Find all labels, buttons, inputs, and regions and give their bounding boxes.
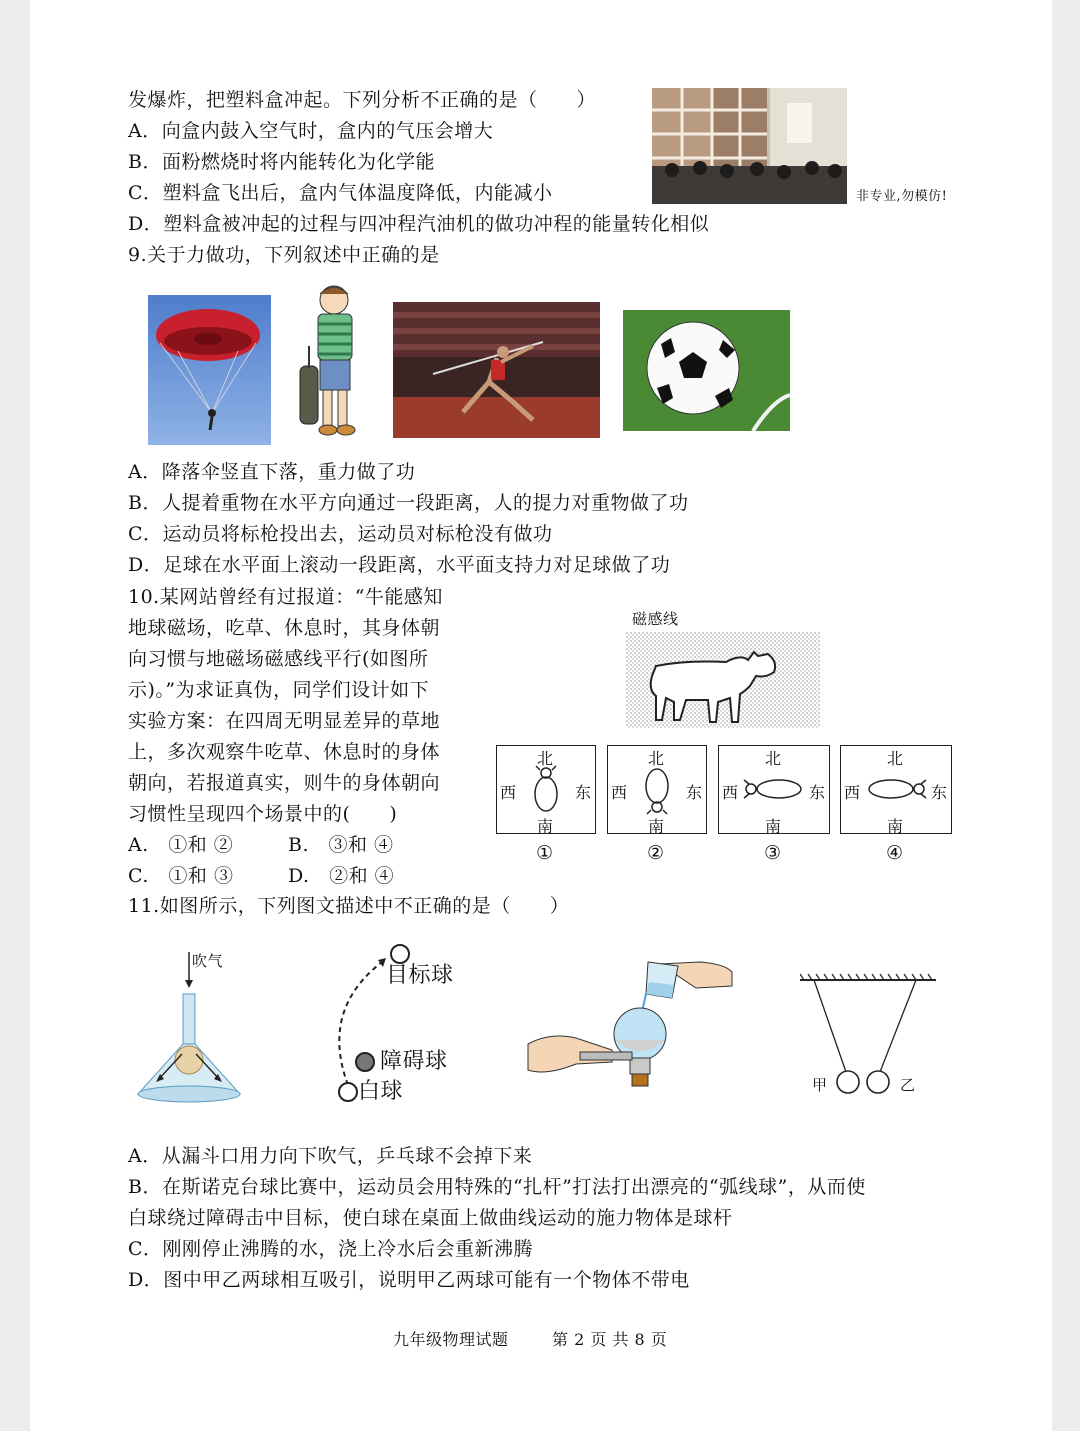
scene-1-east: 东 — [575, 783, 592, 802]
q9-stem: 9.关于力做功，下列叙述中正确的是 — [128, 244, 440, 266]
q10-option-c: C. ①和 ③ — [128, 865, 234, 887]
q11-option-a: A．从漏斗口用力向下吹气，乒乓球不会掉下来 — [128, 1145, 533, 1167]
scene-3-north: 北 — [765, 749, 782, 768]
scene-2-east: 东 — [686, 783, 703, 802]
q10-option-d: D. ②和 ④ — [288, 865, 395, 887]
scene-3-box — [718, 745, 830, 834]
scene-4-cow-horizontal-icon — [863, 776, 929, 802]
q10-option-b: B. ③和 ④ — [288, 834, 394, 856]
q10-stem-line-4: 示)。”为求证真伪，同学们设计如下 — [128, 679, 430, 701]
q10-stem-line-7: 朝向，若报道真实，则牛的身体朝向 — [128, 772, 441, 794]
white-ball-label: 白球 — [358, 1079, 404, 1104]
magnetic-field-label: 磁感线 — [632, 610, 679, 628]
scene-2-cow-vertical-icon — [640, 764, 674, 816]
footer-subject: 九年级物理试题 — [393, 1330, 509, 1349]
scene-3-cow-horizontal-icon — [741, 776, 807, 802]
q8-option-a: A．向盒内鼓入空气时，盒内的气压会增大 — [128, 120, 494, 142]
q8-option-c: C．塑料盒飞出后，盒内气体温度降低，内能减小 — [128, 182, 553, 204]
blow-label: 吹气 — [192, 952, 224, 970]
scene-1-west: 西 — [500, 783, 517, 802]
q8-option-d: D．塑料盒被冲起的过程与四冲程汽油机的做功冲程的能量转化相似 — [128, 213, 710, 235]
q9-option-a: A．降落伞竖直下落，重力做了功 — [128, 461, 416, 483]
scene-4-number: ④ — [886, 842, 904, 864]
q8-photo-caption: 非专业,勿模仿! — [856, 189, 948, 204]
scene-4-east: 东 — [931, 783, 948, 802]
scene-4-box — [840, 745, 952, 834]
scene-3-number: ③ — [764, 842, 782, 864]
scene-3-west: 西 — [722, 783, 739, 802]
cow-magnetic-field-figure — [626, 632, 820, 728]
scene-3-south: 南 — [765, 817, 782, 836]
javelin-thrower-photo — [393, 302, 600, 438]
q10-option-a: A. ①和 ② — [128, 834, 234, 856]
q11-option-b: B．在斯诺克台球比赛中，运动员会用特殊的“扎杆”打法打出漂亮的“弧线球”，从而使 — [128, 1176, 866, 1198]
funnel-pingpong-figure — [132, 948, 244, 1108]
q10-stem-line-5: 实验方案：在四周无明显差异的草地 — [128, 710, 441, 732]
q11-option-c: C．刚刚停止沸腾的水，浇上冷水后会重新沸腾 — [128, 1238, 534, 1260]
ball-b-label: 乙 — [900, 1076, 916, 1094]
obstacle-ball-label: 障碍球 — [380, 1049, 448, 1074]
q9-option-d: D．足球在水平面上滚动一段距离，水平面支持力对足球做了功 — [128, 554, 671, 576]
scene-2-box — [607, 745, 707, 834]
boy-carrying-object-illustration — [296, 280, 368, 445]
scene-4-west: 西 — [844, 783, 861, 802]
scene-1-cow-vertical-icon — [529, 764, 563, 816]
q11-option-d: D．图中甲乙两球相互吸引，说明甲乙两球可能有一个物体不带电 — [128, 1269, 690, 1291]
parachute-photo — [148, 295, 271, 445]
scene-4-north: 北 — [887, 749, 904, 768]
target-ball-label: 目标球 — [386, 963, 454, 988]
flask-cold-water-figure — [520, 952, 740, 1092]
scene-1-north: 北 — [537, 749, 554, 768]
q11-option-b-continued: 白球绕过障碍击中目标，使白球在桌面上做曲线运动的施力物体是球杆 — [128, 1207, 733, 1229]
q8-experiment-photo — [652, 88, 847, 204]
scene-1-number: ① — [536, 842, 554, 864]
scene-2-south: 南 — [648, 817, 665, 836]
scene-2-north: 北 — [648, 749, 665, 768]
q9-option-c: C．运动员将标枪投出去，运动员对标枪没有做功 — [128, 523, 553, 545]
soccer-ball-photo — [623, 310, 790, 431]
footer-page-number: 第 2 页 共 8 页 — [552, 1330, 668, 1349]
q8-stem: 发爆炸，把塑料盒冲起。下列分析不正确的是（ ） — [128, 89, 597, 111]
q9-option-b: B．人提着重物在水平方向通过一段距离，人的提力对重物做了功 — [128, 492, 689, 514]
scene-3-east: 东 — [809, 783, 826, 802]
scene-1-box — [496, 745, 596, 834]
q10-stem-line-8: 习惯性呈现四个场景中的( ) — [128, 803, 398, 825]
scene-2-number: ② — [647, 842, 665, 864]
q11-stem: 11.如图所示，下列图文描述中不正确的是（ ） — [128, 895, 570, 917]
q10-stem-line-6: 上，多次观察牛吃草、休息时的身体 — [128, 741, 441, 763]
scene-4-south: 南 — [887, 817, 904, 836]
ball-a-label: 甲 — [812, 1076, 828, 1094]
scene-2-west: 西 — [611, 783, 628, 802]
q10-stem-line-2: 地球磁场，吃草、休息时，其身体朝 — [128, 617, 441, 639]
q8-option-b: B．面粉燃烧时将内能转化为化学能 — [128, 151, 435, 173]
scene-1-south: 南 — [537, 817, 554, 836]
q10-stem-line-3: 向习惯与地磁场磁感线平行(如图所 — [128, 648, 429, 670]
q10-stem-line-1: 10.某网站曾经有过报道：“牛能感知 — [128, 586, 443, 608]
